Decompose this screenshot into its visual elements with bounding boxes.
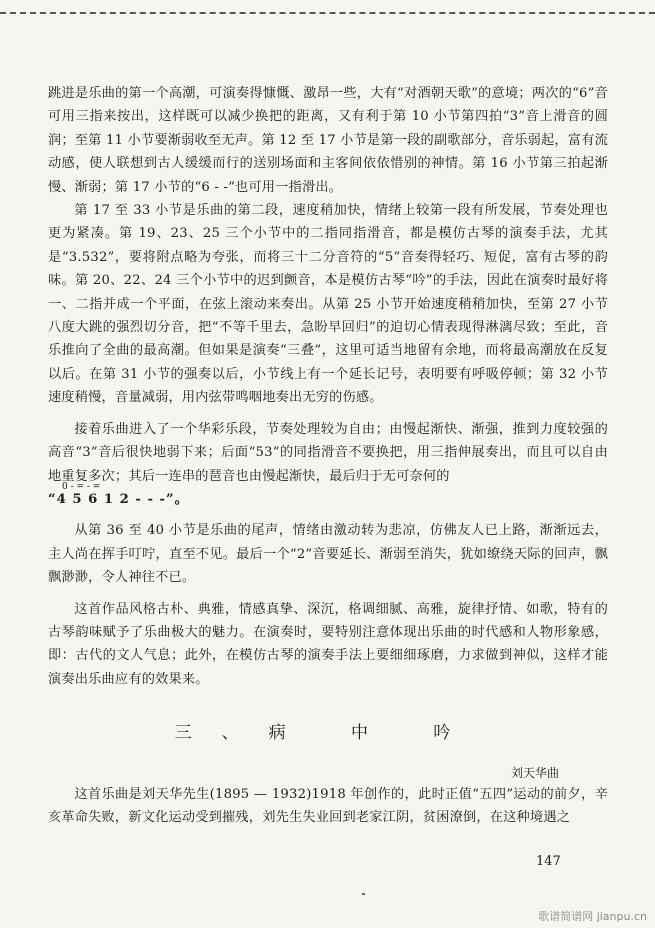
notation-slur-marks: 0 - = - =	[62, 481, 101, 492]
composer-credit: 刘天华曲	[510, 766, 559, 780]
paragraph-summary: 这首作品风格古朴、典雅，情感真挚、深沉，格调细腻、高雅，旋律抒情、如歌，特有的古琴韵味赋予了乐曲极大的魅力。在演奏时，要特别注意体现出乐曲的时代感和人物形象感，即：古代的文人气息；此外，在模仿古琴的演奏手法上要细细琢磨，力求做到神似，这样才能演奏出乐曲应有的效果来。	[48, 601, 608, 687]
section-title: 三、病 中 吟	[174, 723, 481, 743]
top-dashed-rule	[0, 12, 655, 14]
paragraph-coda: 从第 36 至 40 小节是乐曲的尾声，情绪由激动转为悲凉，仿佛友人已上路，渐渐远去，主人尚在挥手叮咛，直至不见。最后一个“2”音要延长、渐弱至消失，犹如缭绕天际的回声，飘飘渺渺，令人神往不已。	[48, 523, 608, 586]
watermark: 歌谱简谱网 jianpu.cn	[538, 910, 647, 923]
article-body	[48, 82, 608, 691]
notation-digits: “4 5 6 1 2 - - -”。	[48, 491, 189, 507]
paragraph-intro: 这首乐曲是刘天华先生(1895 — 1932)1918 年创作的，此时正值“五四”运动的前夕，辛亥革命失败，新文化运动受到摧残，刘先生失业回到老家江阴，贫困潦倒，在这种境遇之	[48, 787, 608, 826]
notation-phrase	[48, 481, 608, 511]
page-number: 147	[536, 854, 561, 869]
paragraph-first-section-end: 跳进是乐曲的第一个高潮，可演奏得慷慨、激昂一些，大有“对酒朝天歌”的意境；两次的“6”音可用三指来按出，这样既可以减少换把的距离，又有利于第 10 小节第四拍“3”音上滑音的圆润；至第 11 小节要渐弱收至无声。第 12 至 17 小节是第一段的副歌部分，音乐弱起，富有流动感，使人联想到古人缓缓而行的送别场面和主客间依依惜别的神情。第 16 小节第三拍起渐慢、渐弱；第 17 小节的“6 - -”也可用一指滑出。	[48, 86, 608, 195]
paragraph-cadenza: 接着乐曲进入了一个华彩乐段，节奏处理较为自由；由慢起渐快、渐强，推到力度较强的高音“3”音后很快地弱下来；后面“53”的同指滑音不要换把，用三指伸展奏出，而且可以自由地重复多次；其后一连串的琶音也由慢起渐快，最后归于无可奈何的	[48, 421, 608, 484]
intro-block	[48, 783, 608, 830]
paragraph-second-section: 第 17 至 33 小节是乐曲的第二段，速度稍加快，情绪上较第一段有所发展，节奏处理也更为紧凑。第 19、23、25 三个小节中的二指同指滑音，都是模仿古琴的演奏手法，尤其是“3.532”，要将附点略为夸张，而将三十二分音符的“5”音奏得轻巧、短促，富有古琴的韵味。第 20、22、24 三个小节中的迟到颤音，本是模仿古琴“吟”的手法，因此在演奏时最好将一、二指并成一个平面，在弦上滚动来奏出。从第 25 小节开始速度稍稍加快，至第 27 小节八度大跳的强烈切分音，把“不等千里去，急盼早回归”的迫切心情表现得淋漓尽致；至此，音乐推向了全曲的最高潮。但如果是演奏“三叠”，这里可适当地留有余地，而将最高潮放在反复以后。在第 31 小节的强奏以后，小节线上有一个延长记号，表明要有呼吸停顿；第 32 小节速度稍慢，音量减弱，用内弦带鸣咽地奏出无穷的伤感。	[48, 203, 608, 406]
footer-dot	[362, 893, 365, 895]
